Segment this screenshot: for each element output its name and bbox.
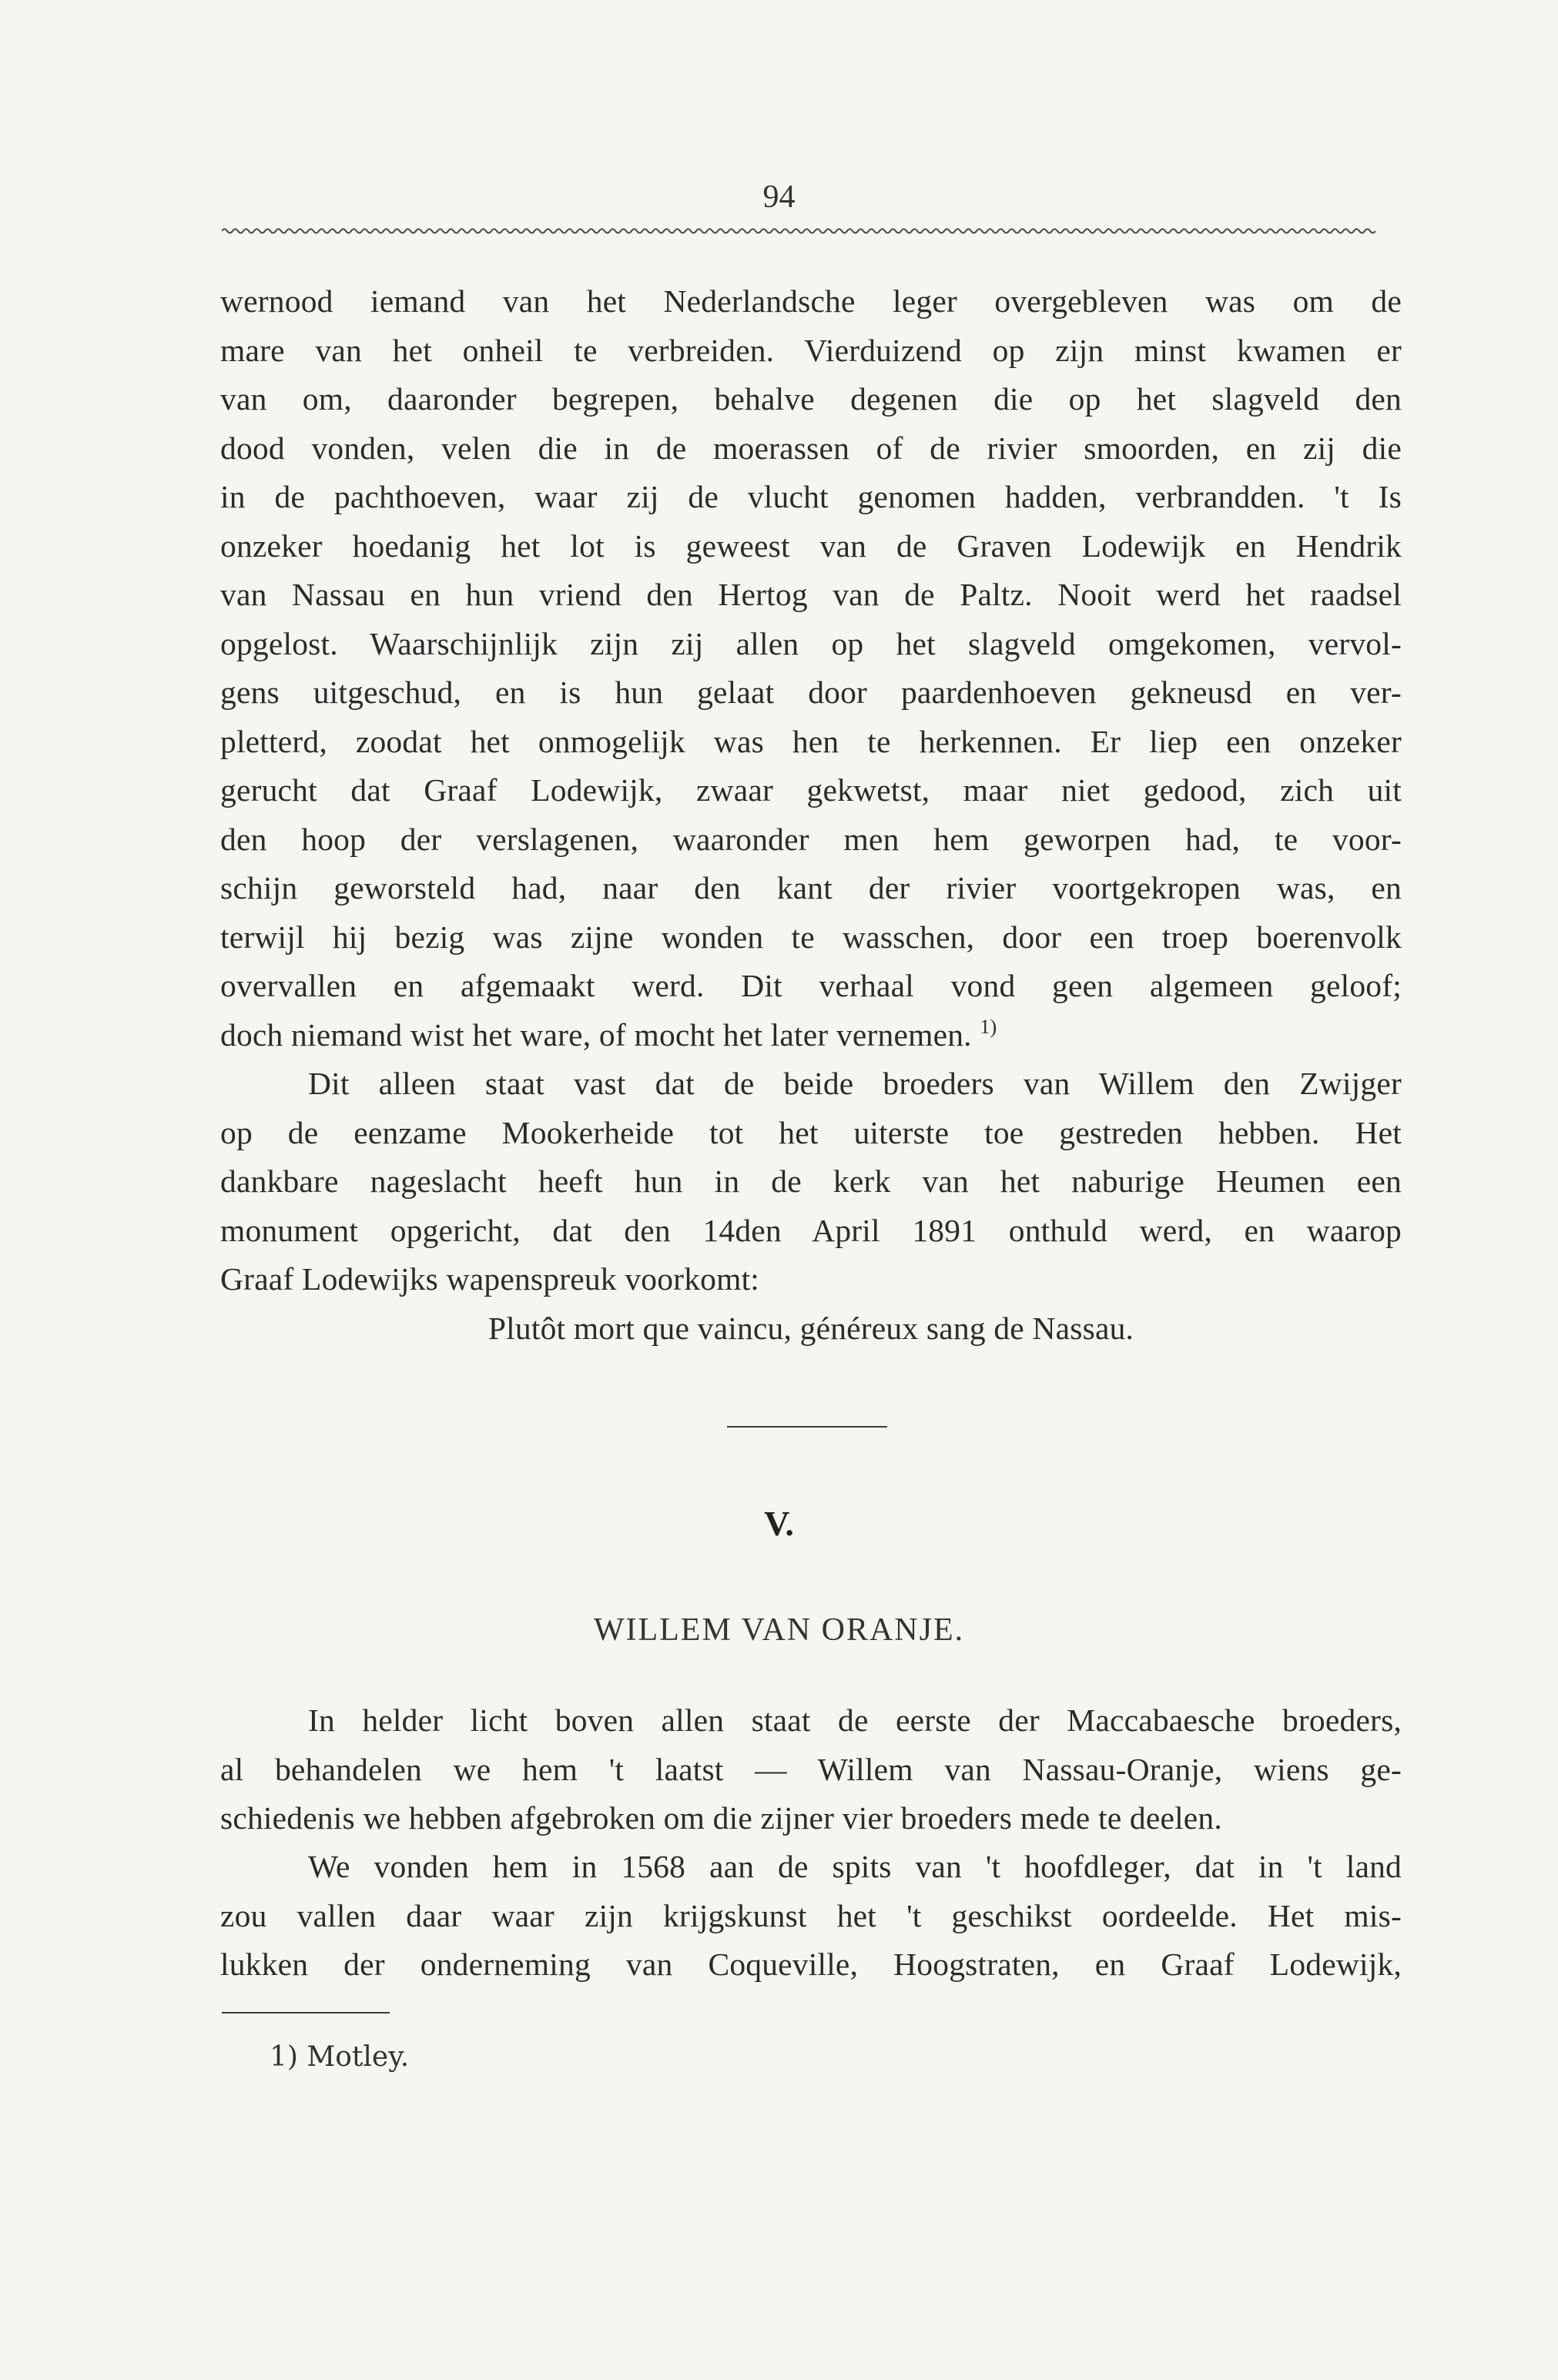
text-line: schijn geworsteld had, naar den kant der rivier voortgekropen was, en	[220, 870, 1402, 905]
chapter-title: WILLEM VAN ORANJE.	[593, 1612, 965, 1648]
section-divider	[727, 1426, 887, 1428]
text-line: Graaf Lodewijks wapenspreuk voorkomt:	[220, 1261, 760, 1297]
page-number: 94	[762, 179, 796, 215]
text-line: overvallen en afgemaakt werd. Dit verhaal vond geen algemeen geloof;	[220, 968, 1402, 1003]
paragraph-4	[220, 1843, 1402, 1990]
text-line: terwijl hij bezig was zijne wonden te wasschen, door een troep boerenvolk	[220, 919, 1402, 955]
text-line: In helder licht boven allen staat de eerste der Maccabaesche broeders,	[308, 1702, 1402, 1738]
text-line: onzeker hoedanig het lot is geweest van de Graven Lodewijk en Hendrik	[220, 527, 1402, 564]
text-line: pletterd, zoodat het onmogelijk was hen te herkennen. Er liep een onzeker	[220, 723, 1402, 759]
text-line: lukken der onderneming van Coqueville, Hoogstraten, en Graaf Lodewijk,	[220, 1947, 1402, 1982]
text-line: van Nassau en hun vriend den Hertog van de Paltz. Nooit werd het raadsel	[220, 577, 1402, 612]
text-line: monument opgericht, dat den 14den April 1891 onthuld werd, en waarop	[220, 1212, 1402, 1248]
text-line: den hoop der verslagenen, waaronder men hem geworpen had, te voor-	[220, 821, 1402, 857]
paragraph-2	[220, 1059, 1402, 1353]
motto: Plutôt mort que vaincu, généreux sang de Nassau.	[488, 1310, 1134, 1346]
footnote-marker: 1)	[980, 1015, 997, 1038]
text-line: wernood iemand van het Nederlandsche leger overgebleven was om de	[220, 283, 1402, 319]
footnote-divider	[222, 2012, 390, 2013]
text-line: zou vallen daar waar zijn krijgskunst het 't geschikst oordeelde. Het mis-	[220, 1897, 1402, 1933]
paragraph-3	[220, 1696, 1402, 1843]
section-numeral: V.	[764, 1504, 794, 1543]
text-line: al behandelen we hem 't laatst — Willem van Nassau-Oranje, wiens ge-	[220, 1751, 1402, 1787]
text-line: op de eenzame Mookerheide tot het uiterste toe gestreden hebben. Het	[220, 1114, 1402, 1150]
wavy-ornament-rule	[222, 225, 1375, 237]
text-line: dood vonden, velen die in de moerassen of de rivier smoorden, en zij die	[220, 430, 1402, 466]
text-line: mare van het onheil te verbreiden. Vierduizend op zijn minst kwamen er	[220, 332, 1402, 368]
text-line: dankbare nageslacht heeft hun in de kerk van het naburige Heumen een	[220, 1163, 1402, 1199]
text-fragment: doch niemand wist het ware, of mocht het later vernemen.	[220, 1016, 972, 1053]
text-line: schiedenis we hebben afgebroken om die zijner vier broeders mede te deelen.	[220, 1800, 1222, 1836]
text-line: in de pachthoeven, waar zij de vlucht genomen hadden, verbrandden. 't Is	[220, 479, 1402, 514]
text-line: gerucht dat Graaf Lodewijk, zwaar gekwetst, maar niet gedood, zich uit	[220, 772, 1402, 808]
text-line	[220, 1011, 1402, 1060]
text-line: Dit alleen staat vast dat de beide broeders van Willem den Zwijger	[308, 1066, 1402, 1101]
paragraph-1	[220, 277, 1402, 1059]
text-line: opgelost. Waarschijnlijk zijn zij allen op het slagveld omgekomen, vervol-	[220, 625, 1402, 661]
footnote: 1) Motley.	[270, 2041, 410, 2073]
text-line: gens uitgeschud, en is hun gelaat door paardenhoeven gekneusd en ver-	[220, 675, 1402, 710]
text-line: van om, daaronder begrepen, behalve degenen die op het slagveld den	[220, 381, 1402, 417]
text-line: We vonden hem in 1568 aan de spits van 't hoofdleger, dat in 't land	[308, 1849, 1402, 1884]
